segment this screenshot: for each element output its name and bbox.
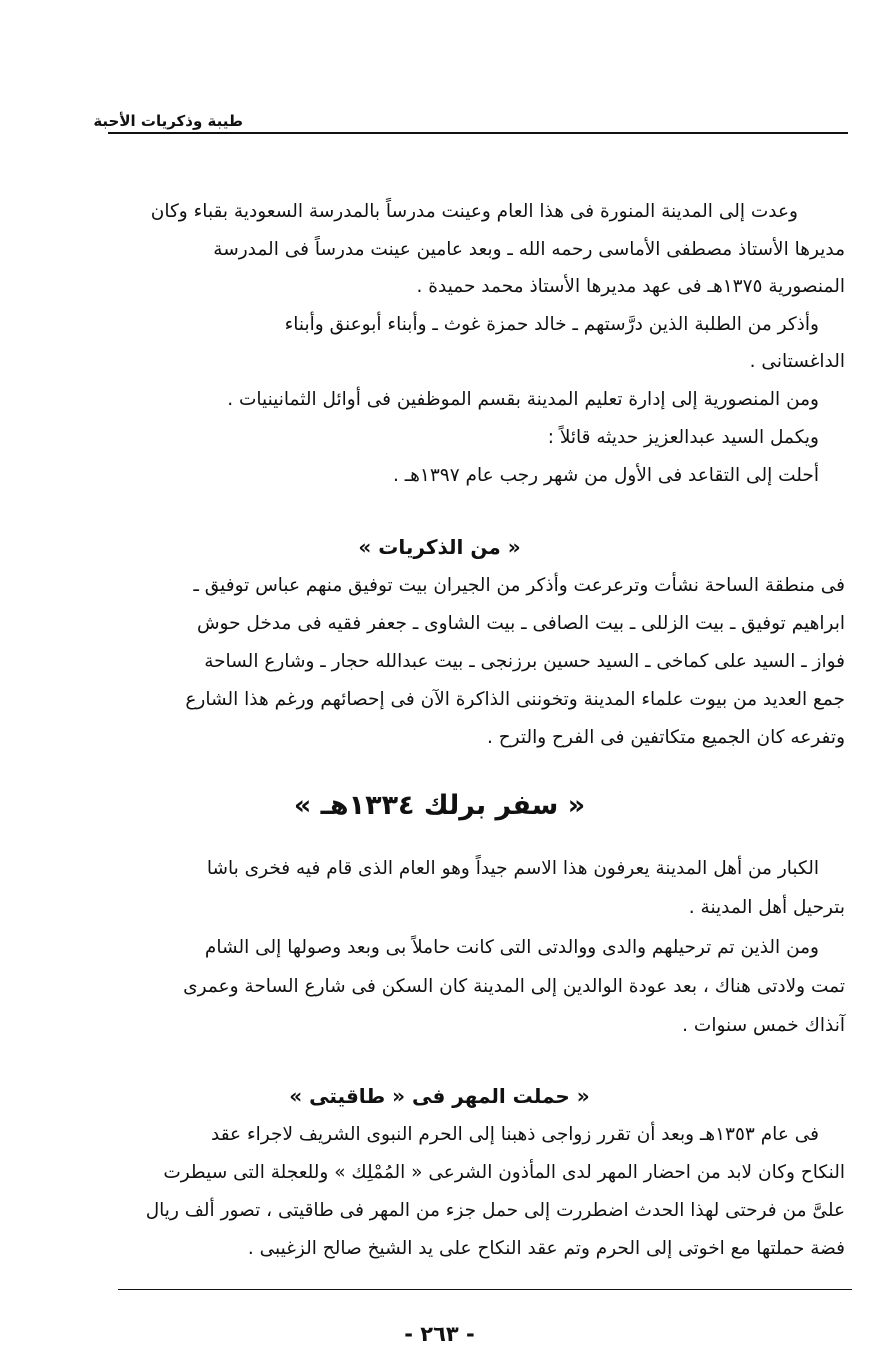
text-line: بترحيل أهل المدينة .	[688, 897, 845, 918]
section-heading-safar-barlik: « سفر برلك ١٣٣٤هـ »	[293, 790, 586, 821]
text-line: فضة حملتها مع اخوتى إلى الحرم وتم عقد النكاح على يد الشيخ صالح الزغيبى .	[247, 1238, 845, 1259]
text-line: أحلت إلى التقاعد فى الأول من شهر رجب عام ١٣٩٧هـ .	[392, 465, 819, 486]
text-line: الكبار من أهل المدينة يعرفون هذا الاسم جيداً وهو العام الذى قام فيه فخرى باشا	[206, 858, 819, 879]
text-line: ابراهيم توفيق ـ بيت الزللى ـ بيت الصافى ـ بيت الشاوى ـ جعفر فقيه فى مدخل حوش	[196, 613, 845, 634]
text-line: ومن الذين تم ترحيلهم والدى ووالدتى التى كانت حاملاً بى وبعد وصولها إلى الشام	[204, 937, 819, 958]
section-heading-memories: « من الذكريات »	[358, 535, 521, 559]
text-line: وتفرعه كان الجميع متكاتفين فى الفرح والترح .	[486, 727, 845, 748]
text-line: مديرها الأستاذ مصطفى الأماسى رحمه الله ـ وبعد عامين عينت مدرساً فى المدرسة	[213, 239, 845, 260]
text-line: وعدت إلى المدينة المنورة فى هذا العام وعينت مدرساً بالمدرسة السعودية بقباء وكان	[150, 201, 798, 222]
text-line: فى عام ١٣٥٣هـ وبعد أن تقرر زواجى ذهبنا إلى الحرم النبوى الشريف لاجراء عقد	[210, 1124, 819, 1145]
text-line: جمع العديد من بيوت علماء المدينة وتخوننى الذاكرة الآن فى إحصائهم ورغم هذا الشارع	[185, 689, 845, 710]
footer-rule	[118, 1289, 852, 1290]
text-line: فواز ـ السيد على كماخى ـ السيد حسين برزنجى ـ بيت عبدالله حجار ـ وشارع الساحة	[204, 651, 845, 672]
section-heading-mahr: « حملت المهر فى « طاقيتى »	[289, 1084, 590, 1108]
header-rule	[108, 132, 848, 134]
page-number: - ٢٦٣ -	[404, 1322, 475, 1346]
text-line: فى منطقة الساحة نشأت وترعرعت وأذكر من الجيران بيت توفيق منهم عباس توفيق ـ	[193, 575, 845, 596]
text-line: المنصورية ١٣٧٥هـ فى عهد مديرها الأستاذ محمد حميدة .	[416, 276, 845, 297]
text-line: آنذاك خمس سنوات .	[682, 1015, 845, 1036]
text-line: النكاح وكان لابد من احضار المهر لدى المأذون الشرعى « المُمْلِك » وللعجلة التى سيطرت	[163, 1162, 845, 1183]
text-line: وأذكر من الطلبة الذين درَّستهم ـ خالد حمزة غوث ـ وأبناء أبوعنق وأبناء	[284, 314, 819, 335]
text-line: تمت ولادتى هناك ، بعد عودة الوالدين إلى المدينة كان السكن فى شارع الساحة وعمرى	[183, 976, 845, 997]
text-line: الداغستانى .	[749, 351, 845, 372]
text-line: علىَّ من فرحتى لهذا الحدث اضطررت إلى حمل جزء من المهر فى طاقيتى ، تصور ألف ريال	[145, 1200, 845, 1221]
running-header: طيبة وذكريات الأحبة	[93, 112, 243, 130]
text-line: ويكمل السيد عبدالعزيز حديثه قائلاً :	[547, 427, 819, 448]
text-line: ومن المنصورية إلى إدارة تعليم المدينة بقسم الموظفين فى أوائل الثمانينيات .	[227, 389, 819, 410]
